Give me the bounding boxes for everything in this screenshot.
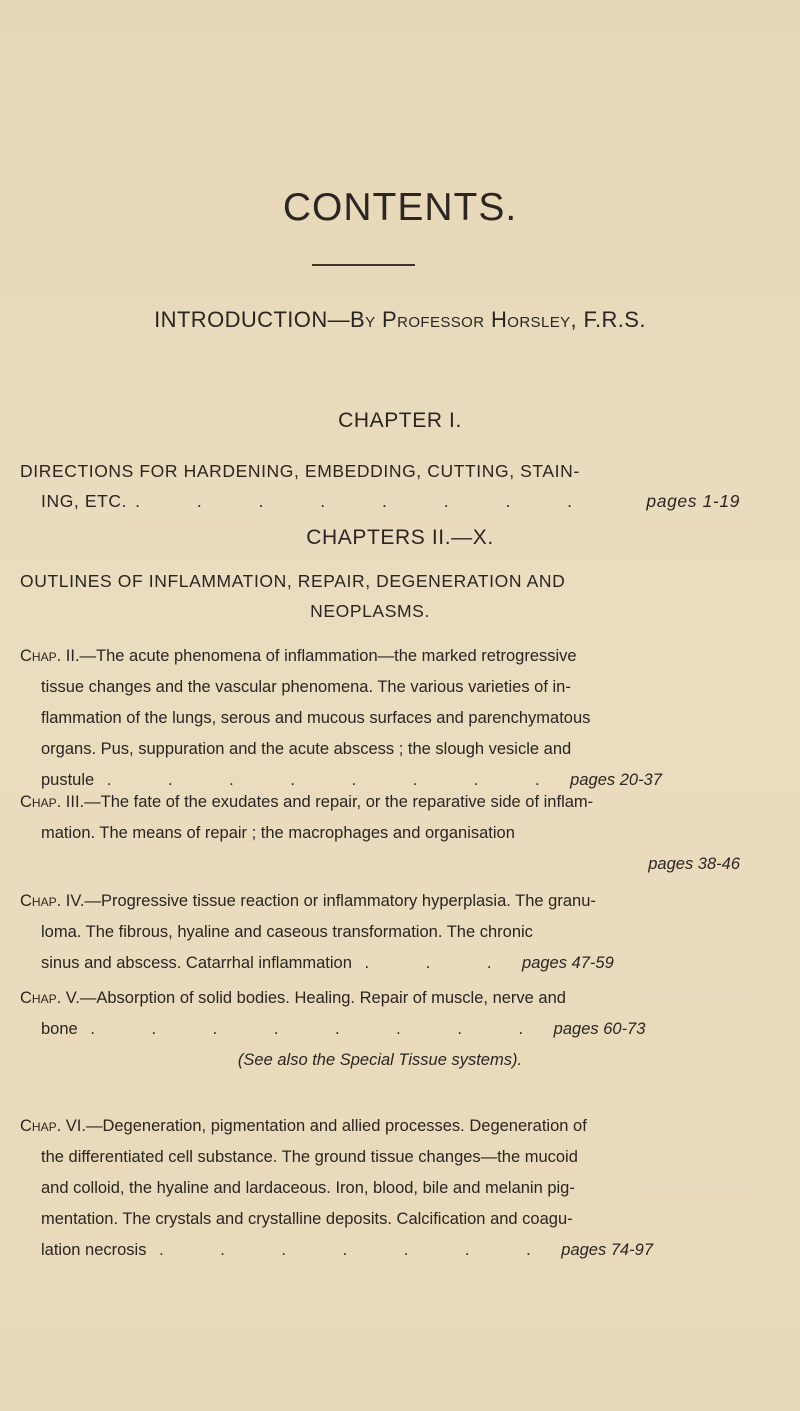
chapter-1-heading: CHAPTER I. [338,409,462,432]
toc-entry-chap-4 [20,886,740,979]
title-rule [312,264,415,266]
chap-label: Chap. [20,647,62,665]
entry-first-line: V.—Absorption of solid bodies. Healing. Repair of muscle, nerve and [65,989,566,1007]
entry-last-line [20,1235,740,1266]
chapter-1-line-2 [20,486,740,516]
toc-entry-chap-3 [20,787,740,880]
entry-first-line: IV.—Progressive tissue reaction or inflammatory hyperplasia. The granu- [65,892,596,910]
entry-first-line: VI.—Degeneration, pigmentation and allied processes. Degeneration of [65,1117,587,1135]
chap-label: Chap. [20,793,62,811]
dot-leader: . . . [364,954,518,972]
entry-last-text: lation necrosis [41,1241,147,1259]
entry-last-text: pustule [41,771,95,789]
entry-first-line: III.—The fate of the exudates and repair, or the reparative side of inflam- [65,793,594,811]
chap-label: Chap. [20,989,62,1007]
entry-line: mation. The means of repair ; the macrophages and organisation [41,824,515,842]
chap-label: Chap. [20,1117,62,1135]
entry-line: and colloid, the hyaline and lardaceous. Iron, blood, bile and melanin pig- [41,1179,575,1197]
introduction-suffix: , F.R.S. [570,307,646,332]
entry-pages: pages 74-97 [561,1241,654,1259]
toc-entry-chap-5 [20,983,740,1076]
dot-leader: . . . . . . . [159,1241,557,1259]
dot-leader: . . . . . . . . [90,1020,550,1038]
page-title: CONTENTS. [282,186,518,229]
chapters-2-10-line-2: NEOPLASMS. [310,601,430,621]
dot-leader: . . . . . . . . [106,771,566,789]
entry-last-line [20,948,740,979]
entry-line: tissue changes and the vascular phenomena. The various varieties of in- [41,678,571,696]
chapter-1-line-1: DIRECTIONS FOR HARDENING, EMBEDDING, CUTTING, STAIN- [20,461,580,481]
see-also-note: (See also the Special Tissue systems). [237,1051,523,1069]
introduction-line [0,307,800,333]
entry-pages: pages 60-73 [553,1020,646,1038]
chapter-1-line-2-text: ING, ETC. [41,491,128,511]
entry-line: flammation of the lungs, serous and mucous surfaces and parenchymatous [41,709,591,727]
entry-last-text: bone [41,1020,78,1038]
chapter-1-pages: pages 1-19 [646,491,740,511]
toc-entry-chap-6 [20,1111,740,1266]
introduction-prefix: INTRODUCTION— [154,307,351,332]
entry-pages: pages 47-59 [522,954,614,972]
entry-line: the differentiated cell substance. The ground tissue changes—the mucoid [41,1148,578,1166]
toc-entry-chap-2 [20,641,740,796]
chapters-2-10-line-1: OUTLINES OF INFLAMMATION, REPAIR, DEGENERATION AND [20,571,566,591]
entry-pages: pages 20-37 [570,771,662,789]
chapters-2-10-heading: CHAPTERS II.—X. [306,526,494,549]
chapter-1-dot-leader: . . . . . . . . [135,491,599,511]
entry-last-line [20,1014,740,1045]
entry-line: mentation. The crystals and crystalline deposits. Calcification and coagu- [41,1210,573,1228]
chapter-1-description [20,456,740,516]
entry-line: loma. The fibrous, hyaline and caseous transformation. The chronic [41,923,533,941]
entry-pages: pages 38-46 [648,855,740,873]
entry-first-line: II.—The acute phenomena of inflammation—the marked retrogressive [65,647,577,665]
chapters-2-10-description [20,566,740,626]
introduction-author: By Professor Horsley [350,307,571,332]
entry-line: organs. Pus, suppuration and the acute abscess ; the slough vesicle and [41,740,572,758]
entry-last-text: sinus and abscess. Catarrhal inflammation [41,954,352,972]
chap-label: Chap. [20,892,62,910]
